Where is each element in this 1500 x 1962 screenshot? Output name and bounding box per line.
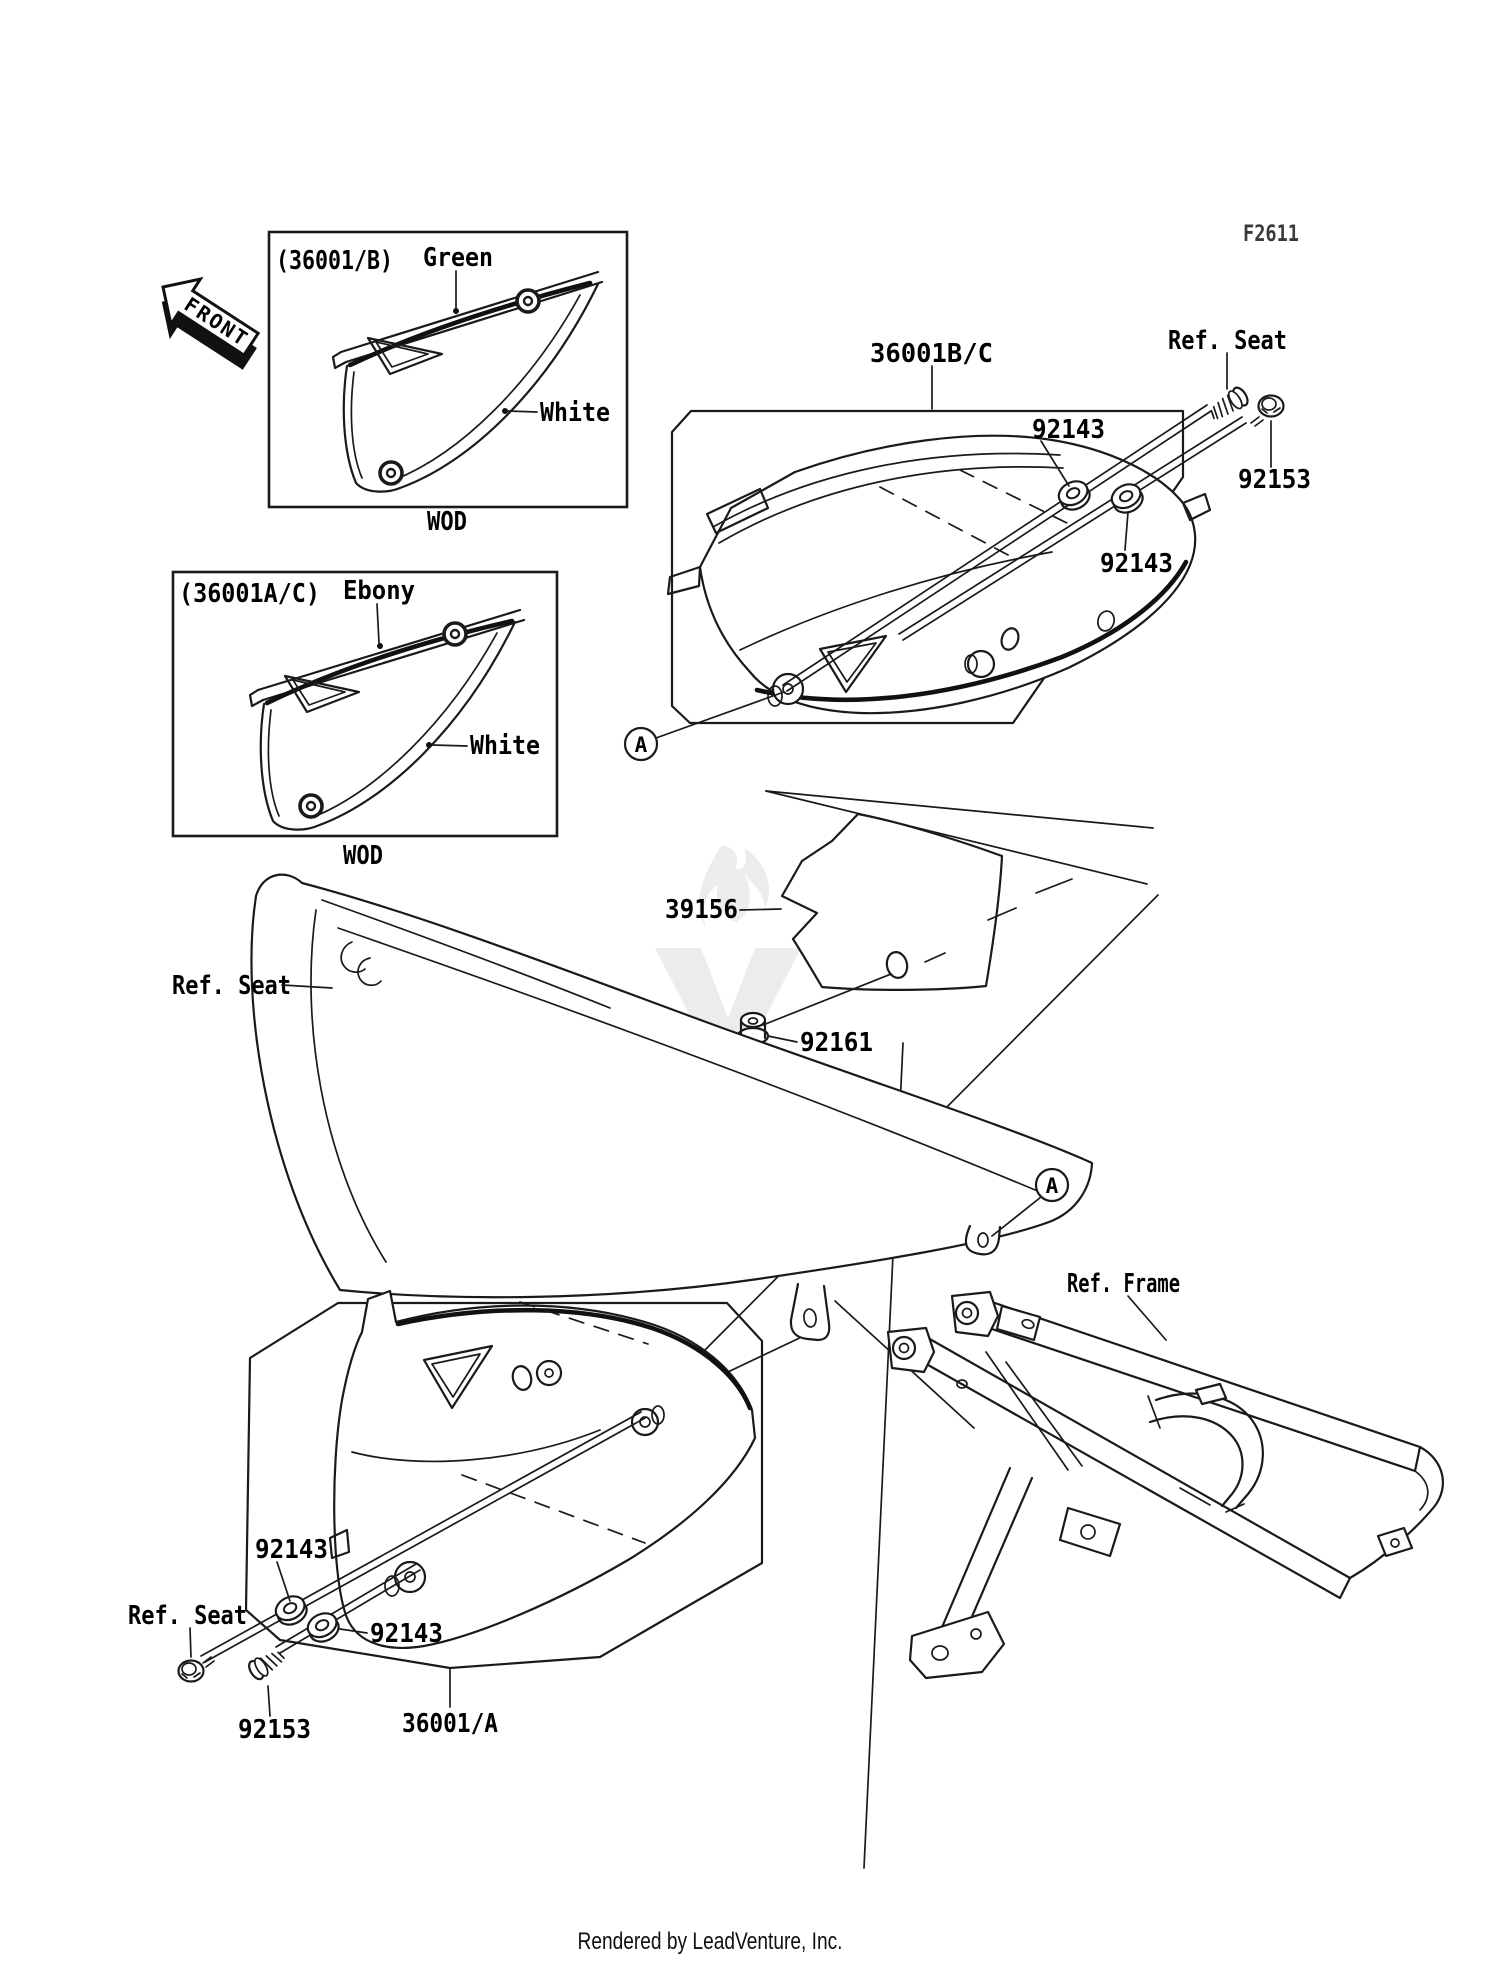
hidden-line-dash xyxy=(1036,879,1072,893)
leader-line xyxy=(656,692,784,738)
fiche-code: F2611 xyxy=(1243,222,1299,247)
part-label-cover: 36001/A xyxy=(402,1709,499,1739)
detail-marker-a: A xyxy=(1045,1174,1059,1198)
ref-seat-label: Ref. Seat xyxy=(1168,326,1287,356)
frame-eye xyxy=(893,1337,915,1359)
frame-eye xyxy=(956,1302,978,1324)
leader-dot xyxy=(426,742,432,748)
ref-frame-label: Ref. Frame xyxy=(1067,1269,1180,1299)
upper-cover-group xyxy=(625,326,1311,760)
part-label-washer: 92143 xyxy=(255,1535,328,1565)
lower-cover-group xyxy=(128,1291,762,1745)
inset-box-green-variant xyxy=(269,232,627,537)
inset-note: WOD xyxy=(343,841,383,871)
leader-line xyxy=(768,1036,797,1042)
leader-dot xyxy=(502,408,508,414)
part-label-plate: 39156 xyxy=(665,895,738,925)
leader-line xyxy=(190,1628,191,1657)
footer-credit: Rendered by LeadVenture, Inc. xyxy=(577,1928,843,1955)
grommet xyxy=(300,795,322,817)
frame-mid-lug xyxy=(1060,1508,1120,1556)
grommet xyxy=(444,623,466,645)
bolt-92153-icon xyxy=(1251,396,1284,427)
leader-line xyxy=(268,1686,270,1716)
seat-rear-hook xyxy=(966,1226,1000,1254)
frame-rear-loop-inner xyxy=(1415,1471,1428,1510)
seat-screw-icon xyxy=(1206,385,1250,423)
leader-line xyxy=(277,1562,290,1601)
front-arrow-label: FRONT xyxy=(179,292,252,351)
screw-92153-icon xyxy=(246,1646,287,1681)
frame-foot-bracket xyxy=(910,1612,1004,1678)
detail-marker-a: A xyxy=(634,733,648,757)
frame-rear-lug xyxy=(1378,1528,1412,1556)
inset-part-code: (36001/B) xyxy=(276,246,393,276)
leader-line xyxy=(432,745,467,746)
inset-note: WOD xyxy=(427,507,467,537)
grommet xyxy=(380,462,402,484)
part-label-washer: 92143 xyxy=(1100,549,1173,579)
leader-dot xyxy=(377,643,383,649)
front-direction-arrow xyxy=(141,264,271,381)
retainer-disc xyxy=(537,1361,561,1385)
part-label-bolt: 92153 xyxy=(1238,465,1311,495)
color-label-ebony: Ebony xyxy=(343,576,415,606)
color-label-white: White xyxy=(540,398,610,428)
color-label-white: White xyxy=(470,731,540,761)
inset-box-ebony-variant xyxy=(173,572,557,871)
part-label-cover: 36001B/C xyxy=(870,339,993,369)
ref-seat-label: Ref. Seat xyxy=(128,1601,247,1631)
leader-line xyxy=(740,909,781,910)
mount-boss xyxy=(773,674,803,704)
leader-dot xyxy=(453,308,459,314)
ref-seat-label: Ref. Seat xyxy=(172,971,291,1001)
part-label-washer: 92143 xyxy=(1032,415,1105,445)
grommet xyxy=(517,290,539,312)
side-cover-3d-art xyxy=(330,1291,755,1648)
frame-rear-loop xyxy=(1350,1447,1443,1578)
leader-line xyxy=(508,411,537,412)
color-label-green: Green xyxy=(423,243,493,273)
part-label-damper: 92161 xyxy=(800,1028,873,1058)
washer-92143 xyxy=(304,1609,343,1646)
inset-border xyxy=(173,572,557,836)
part-label-washer: 92143 xyxy=(370,1619,443,1649)
leader-line xyxy=(1128,1296,1166,1340)
washer-92143 xyxy=(272,1592,311,1629)
frame-brace-flange xyxy=(1148,1396,1160,1428)
seat-mount-tab xyxy=(791,1284,829,1340)
part-label-screw: 92153 xyxy=(238,1715,311,1745)
frame-upper-rail xyxy=(983,1300,1420,1471)
frame-group xyxy=(888,1269,1443,1678)
wedge-line xyxy=(766,791,1153,828)
inset-part-code: (36001A/C) xyxy=(179,579,320,609)
